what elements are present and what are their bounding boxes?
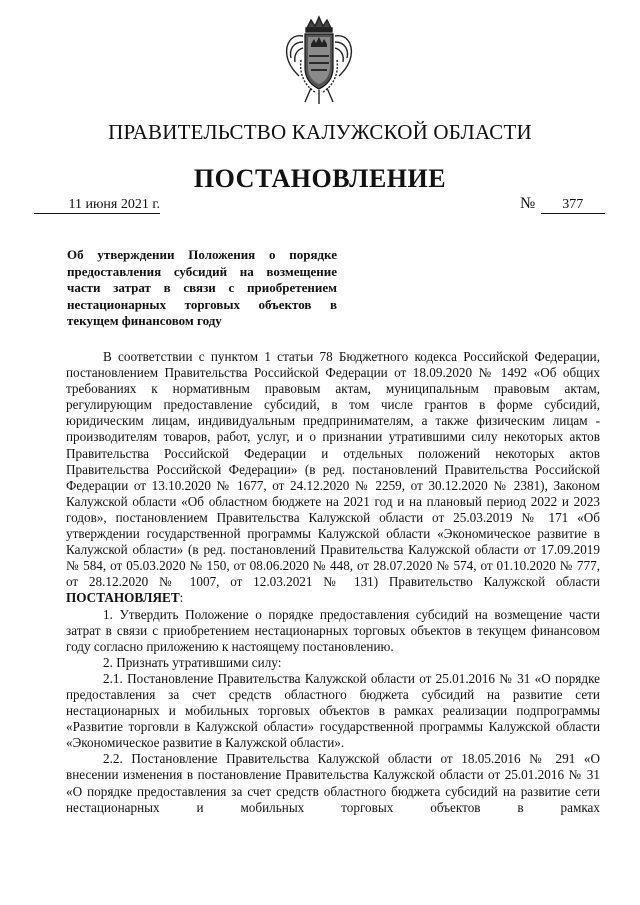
subject-line: нестационарных торговых объектов в — [67, 296, 337, 312]
preamble-text: В соответствии с пунктом 1 статьи 78 Бюджетного кодекса Российской Федерации, постановлением Правительства Российской Федерации от 18.09.2020 № 1492 «Об общих требованиях к нормативным правовым актам, муниципальным правовым актам, регулирующим предоставление субсидий, в том числе грантов в форме субсидий, юридическим лицам, индивидуальным предпринимателям, а также физическим лицам - производителям товаров, работ, услуг, и о признании утратившими силу некоторых актов Правительства Российской Федерации и отдельных положений некоторых актов Правительства Российской Федерации» (в ред. постановлений Правительства Российской Федерации от 13.10.2020 № 1677, от 24.12.2020 № 2259, от 30.12.2020 № 2381), Законом Калужской области «Об областном бюджете на 2021 год и на плановый период 2022 и 2023 годов», постановлением Правительства Калужской области от 25.03.2019 № 171 «Об утверждении государственной программы Калужской области «Экономическое развитие в Калужской области» (в ред. постановлений Правительства Калужской области от 17.09.2019 № 584, от 05.03.2020 № 150, от 08.06.2020 № 448, от 28.07.2020 № 574, от 01.10.2020 № 777, от 28.12.2020 № 1007, от 12.03.2021 № 131) Правительство Калужской области — [66, 349, 600, 590]
item-2-2: 2.2. Постановление Правительства Калужской области от 18.05.2016 № 291 «О внесении изменения в постановление Правительства Калужской области от 25.01.2016 № 31 «О порядке предоставления за счет средств областного бюджета субсидий на развитие сети нестационарных и мобильных торговых объектов в рамках — [66, 751, 600, 815]
document-body — [66, 349, 600, 816]
subject-line: части затрат в связи с приобретением — [67, 280, 337, 295]
coat-of-arms-icon — [281, 14, 357, 106]
subject-line: текущем финансовом году — [67, 313, 222, 328]
item-2: 2. Признать утратившими силу: — [103, 654, 282, 670]
decree-word: ПОСТАНОВЛЯЕТ — [66, 590, 180, 606]
document-subject — [67, 247, 337, 330]
document-number — [520, 196, 610, 214]
number-label: № — [520, 195, 536, 212]
subject-line: Об утверждении Положения о порядке — [67, 247, 337, 262]
number-value: 377 — [541, 197, 605, 214]
government-title: ПРАВИТЕЛЬСТВО КАЛУЖСКОЙ ОБЛАСТИ — [108, 120, 532, 144]
document-type-heading: ПОСТАНОВЛЕНИЕ — [193, 164, 447, 193]
document-date: 11 июня 2021 г. — [34, 197, 160, 214]
item-1: 1. Утвердить Положение о порядке предоставления субсидий на возмещение части затрат в связи с приобретением нестационарных торговых объектов в текущем финансовом году согласно приложению к настоящему постановлению. — [66, 606, 600, 654]
item-2-1: 2.1. Постановление Правительства Калужской области от 25.01.2016 № 31 «О порядке предоставления за счет средств областного бюджета субсидий на развитие сети нестационарных и мобильных торговых объектов в рамках реализации подпрограммы «Развитие торговли в Калужской области» государственной программы Калужской области «Экономическое развитие в Калужской области». — [66, 670, 600, 751]
decree-colon: : — [179, 590, 184, 606]
preamble-paragraph — [66, 349, 600, 607]
subject-line: предоставления субсидий на возмещение — [67, 263, 337, 279]
